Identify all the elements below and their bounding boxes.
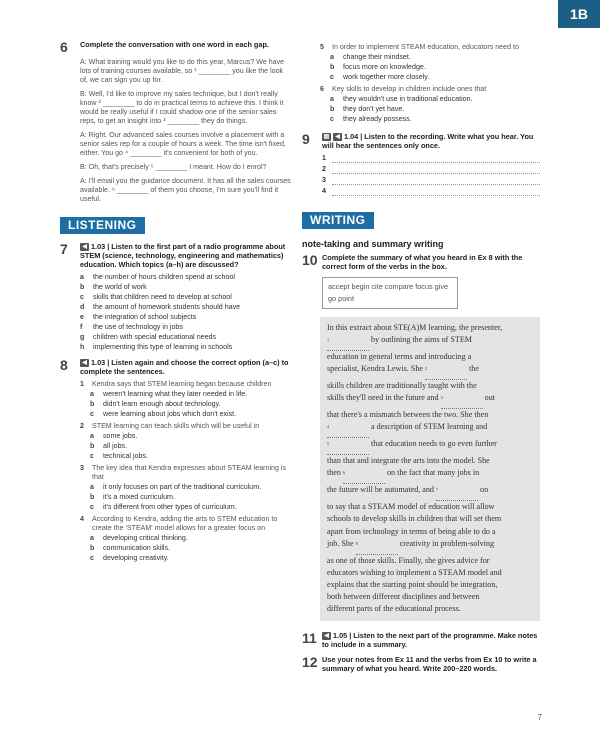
- writing-line[interactable]: [332, 165, 540, 174]
- exercise-instruction: ▤ ◀ 1.04 | Listen to the recording. Write what you hear. You will hear the sentences only once.: [322, 132, 534, 151]
- option-letter: a: [90, 390, 94, 399]
- exercise-instruction: Complete the conversation with one word in each gap.: [80, 40, 269, 49]
- answer-option: [90, 503, 292, 512]
- option-text: some jobs.: [103, 432, 138, 441]
- option-text: developing critical thinking.: [103, 534, 188, 543]
- answer-option: [90, 390, 292, 399]
- question-item: [80, 515, 292, 533]
- summary-line: education in general terms and introducing a: [327, 352, 472, 362]
- gap-number: 5: [327, 441, 330, 447]
- answer-option: [330, 105, 540, 114]
- summary-text: the future will be automated, and: [327, 485, 437, 495]
- dialogue-line: A: What training would you like to do this year, Marcus? We have lots of training courses available, so ¹ ________ you like the look of, we can sign you up for.: [80, 58, 285, 84]
- exercise-instruction: ◀ 1.03 | Listen to the first part of a radio programme about STEM (science, technology, engineering and mathematics) education. Which topics (a–h) are discussed?: [80, 242, 286, 270]
- option-letter: h: [80, 343, 85, 352]
- answer-option: [90, 534, 292, 543]
- summary-line: [327, 484, 533, 501]
- exercise-12: [302, 655, 540, 673]
- gap-blank[interactable]: [343, 467, 385, 484]
- audio-icon[interactable]: ◀: [80, 359, 89, 367]
- gap-blank[interactable]: [327, 334, 369, 351]
- option-item: [80, 333, 292, 342]
- transcript-icon: ▤: [323, 134, 330, 141]
- option-text: the world of work: [93, 283, 147, 292]
- summary-line: [327, 538, 533, 555]
- option-letter: b: [90, 442, 95, 451]
- question-list: [80, 380, 292, 563]
- summary-text: [320, 317, 540, 621]
- option-letter: c: [80, 293, 84, 302]
- answer-option: [90, 400, 292, 409]
- gap-number: 7: [436, 487, 439, 493]
- option-letter: a: [90, 534, 94, 543]
- option-text: they wouldn't use in traditional education.: [343, 95, 473, 103]
- question-text: Kendra says that STEM learning began because children: [92, 380, 272, 389]
- summary-line: [327, 438, 533, 455]
- dialogue-line: B: Well, I'd like to improve my sales technique, but I don't really know ² ________ to do in practical terms to achieve this. I think it would be really useful if I could shadow one of the senior sales reps, to get an insight into ³ ________ they do things.: [80, 90, 284, 125]
- option-letter: c: [90, 503, 94, 512]
- option-letter: b: [90, 493, 95, 502]
- summary-line: explains that the starting point should be integration,: [327, 579, 498, 589]
- exercise-7: [60, 242, 292, 269]
- option-item: [80, 323, 292, 332]
- option-letter: b: [80, 283, 85, 292]
- option-text: it's different from other types of curriculum.: [103, 503, 237, 512]
- summary-line: [327, 363, 533, 380]
- summary-text: specialist, Kendra Lewis. She: [327, 364, 425, 374]
- question-item: [80, 464, 292, 482]
- option-text: children with special educational needs: [93, 333, 217, 342]
- gap-blank[interactable]: [436, 484, 478, 501]
- option-letter: b: [330, 63, 335, 71]
- summary-line: to say that a STEAM model of education will allow: [327, 502, 495, 512]
- audio-icon[interactable]: ◀: [80, 243, 89, 251]
- summary-line: apart from technology in terms of being able to do a: [327, 526, 496, 536]
- answer-line: [322, 187, 540, 196]
- answer-option: [330, 53, 540, 62]
- option-item: [80, 293, 292, 302]
- answer-line: [322, 154, 540, 163]
- option-letter: f: [80, 323, 83, 332]
- answer-option: [90, 432, 292, 441]
- gap-blank[interactable]: [356, 538, 398, 555]
- option-text: they already possess.: [343, 115, 412, 123]
- answer-option: [90, 493, 292, 502]
- option-text: the amount of homework students should have: [93, 303, 241, 312]
- exercise-number: 12: [302, 653, 318, 670]
- exercise-instruction: ◀ 1.05 | Listen to the next part of the programme. Make notes to include in a summary.: [322, 630, 538, 649]
- summary-text: then: [327, 468, 343, 478]
- option-text: all jobs.: [103, 442, 128, 451]
- question-text: In order to implement STEAM education, educators need to: [332, 43, 519, 51]
- answer-option: [90, 452, 292, 461]
- answer-line: [322, 176, 540, 185]
- summary-text: skills they'll need in the future and: [327, 393, 441, 403]
- option-text: it's a mixed curriculum.: [103, 493, 175, 502]
- option-letter: c: [330, 115, 334, 123]
- answer-option: [90, 554, 292, 563]
- question-number: 3: [80, 464, 84, 473]
- answer-option: [330, 95, 540, 104]
- summary-text: by outlining the aims of STEM: [369, 335, 472, 345]
- exercise-8: [60, 358, 292, 376]
- summary-text: job. She: [327, 538, 356, 548]
- option-letter: b: [330, 105, 335, 113]
- summary-line: schools to develop skills in children that will set them: [327, 514, 502, 524]
- summary-text: the: [467, 364, 479, 374]
- gap-number: 2: [425, 366, 428, 372]
- gap-number: 4: [327, 424, 330, 430]
- answer-option: [330, 73, 540, 82]
- line-number: 2: [322, 165, 326, 174]
- summary-line: different parts of the educational process.: [327, 604, 461, 614]
- question-number: 2: [80, 422, 84, 431]
- summary-line: [327, 334, 533, 351]
- question-item: [320, 85, 540, 94]
- right-column: [302, 40, 540, 677]
- question-text: According to Kendra, adding the arts to STEM education to create the 'STEAM' model allows for a greater focus on: [92, 515, 278, 533]
- gap-number: 1: [327, 337, 330, 343]
- gap-number: 8: [355, 540, 358, 546]
- question-number: 6: [320, 85, 324, 93]
- answer-option: [90, 544, 292, 553]
- line-number: 1: [322, 154, 326, 163]
- option-letter: b: [90, 544, 95, 553]
- gap-number: 6: [342, 470, 346, 476]
- question-item: [80, 422, 292, 431]
- option-letter: c: [90, 554, 94, 563]
- gap-blank[interactable]: [441, 392, 483, 409]
- option-text: communication skills.: [103, 544, 171, 553]
- summary-line: [327, 467, 533, 484]
- option-text: weren't learning what they later needed in life.: [103, 390, 248, 399]
- answer-option: [90, 410, 292, 419]
- listening-banner: LISTENING: [60, 217, 145, 234]
- summary-line: skills children are traditionally taught with the: [327, 381, 477, 391]
- word-box: accept begin cite compare focus give go point: [322, 277, 458, 309]
- audio-icon[interactable]: ◀: [333, 133, 342, 141]
- question-text: STEM learning can teach skills which will be useful in: [92, 422, 260, 431]
- exercise-number: 7: [60, 241, 68, 257]
- option-text: developing creativity.: [103, 554, 169, 563]
- answer-option: [90, 442, 292, 451]
- exercise-11: [302, 631, 540, 649]
- option-text: technical jobs.: [103, 452, 148, 461]
- option-item: [80, 273, 292, 282]
- summary-text: creativity in problem-solving: [397, 538, 494, 548]
- option-letter: a: [90, 432, 94, 441]
- gap-blank[interactable]: [425, 363, 467, 380]
- dialogue-line: A: I'll email you the guidance document. It has all the sales courses available. ⁶ ________ of them you choose, I'm sure you'll find it useful.: [80, 177, 291, 203]
- exercise-10: [302, 253, 540, 271]
- option-text: focus more on knowledge.: [343, 63, 426, 71]
- option-letter: c: [90, 410, 94, 419]
- option-text: were learning about jobs which don't exist.: [103, 410, 237, 419]
- summary-text: on the fact that many jobs in: [384, 468, 480, 478]
- option-item: [80, 313, 292, 322]
- line-number: 4: [322, 187, 326, 196]
- option-letter: a: [330, 53, 334, 61]
- unit-tab: 1B: [558, 0, 600, 28]
- answer-lines: [302, 154, 540, 196]
- gap-number: 3: [440, 395, 443, 401]
- option-letter: a: [330, 95, 334, 103]
- question-number: 4: [80, 515, 84, 524]
- option-item: [80, 343, 292, 352]
- option-letter: c: [330, 73, 334, 81]
- option-text: they don't yet have.: [343, 105, 405, 113]
- exercise-9: [302, 132, 540, 150]
- question-list-continued: [320, 43, 540, 124]
- option-letter: c: [90, 452, 94, 461]
- option-letter: a: [80, 273, 84, 282]
- answer-option: [90, 483, 292, 492]
- option-item: [80, 303, 292, 312]
- summary-text: a description of STEM learning and: [369, 422, 488, 432]
- summary-line: than that and integrate the arts into the model. She: [327, 456, 490, 466]
- gap-blank[interactable]: [327, 438, 369, 455]
- option-text: didn't learn enough about technology.: [103, 400, 221, 409]
- option-letter: g: [80, 333, 85, 342]
- summary-line: [327, 421, 533, 438]
- option-text: change their mindset.: [343, 53, 411, 61]
- option-text: the number of hours children spend at school: [93, 273, 235, 282]
- question-number: 5: [320, 43, 324, 51]
- summary-text: out: [482, 393, 495, 403]
- answer-option: [330, 115, 540, 124]
- line-number: 3: [322, 176, 326, 185]
- option-text: skills that children need to develop at school: [93, 293, 232, 302]
- option-text: implementing this type of learning in schools: [93, 343, 233, 352]
- option-letter: d: [80, 303, 85, 312]
- question-text: Key skills to develop in children include ones that: [332, 85, 487, 93]
- option-text: work together more closely.: [343, 73, 430, 81]
- question-item: [320, 43, 540, 52]
- option-letter: b: [90, 400, 95, 409]
- dialogue-line: B: Oh, that's precisely ⁵ ________ I meant. How do I enrol?: [80, 163, 267, 171]
- writing-line[interactable]: [332, 154, 540, 163]
- exercise-instruction: Complete the summary of what you heard in Ex 8 with the correct form of the verbs in the box.: [322, 253, 523, 272]
- exercise-instruction: ◀ 1.03 | Listen again and choose the correct option (a–c) to complete the sentences.: [80, 358, 289, 377]
- summary-line: both between different disciplines and between: [327, 592, 480, 602]
- writing-line[interactable]: [332, 176, 540, 185]
- left-column: [60, 40, 292, 564]
- exercise-number: 10: [302, 252, 318, 269]
- exercise-instruction: Use your notes from Ex 11 and the verbs from Ex 10 to write a summary of what you heard. Write 200–220 words.: [322, 654, 537, 673]
- answer-line: [322, 165, 540, 174]
- option-text: the integration of school subjects: [93, 313, 197, 322]
- dialogue: [80, 58, 292, 204]
- answer-option: [330, 63, 540, 72]
- option-letter: e: [80, 313, 84, 322]
- option-text: it only focuses on part of the traditional curriculum.: [103, 483, 262, 492]
- exercise-6: [60, 40, 292, 54]
- summary-text: that education needs to go even further: [369, 439, 497, 449]
- exercise-number: 9: [302, 131, 310, 147]
- summary-line: educators wishing to implement a STEAM model and: [327, 567, 502, 577]
- question-item: [80, 380, 292, 389]
- option-item: [80, 283, 292, 292]
- summary-line: that there's a mismatch between the two. She then: [327, 410, 489, 420]
- dialogue-line: A: Right. Our advanced sales courses involve a placement with a senior sales rep for a couple of hours a week. The time isn't fixed, either. You go ⁴ ________ it's convenient for both of you.: [80, 131, 286, 157]
- audio-icon[interactable]: ◀: [322, 632, 331, 640]
- writing-banner: WRITING: [302, 212, 374, 229]
- exercise-number: 11: [302, 629, 317, 646]
- option-text: the use of technology in jobs: [93, 323, 183, 332]
- summary-line: as one of those skills. Finally, she gives advice for: [327, 555, 490, 565]
- summary-line: In this extract about STE(A)M learning, the presenter,: [327, 323, 503, 333]
- summary-text: on: [478, 485, 489, 495]
- writing-line[interactable]: [332, 187, 540, 196]
- exercise-number: 6: [60, 39, 68, 55]
- option-letter: a: [90, 483, 94, 492]
- gap-blank[interactable]: [327, 421, 369, 438]
- topic-options: [80, 273, 292, 352]
- question-number: 1: [80, 380, 84, 389]
- question-text: The key idea that Kendra expresses about STEAM learning is that: [92, 464, 287, 482]
- exercise-number: 8: [60, 357, 68, 374]
- page-number: 7: [537, 713, 542, 722]
- section-title: note-taking and summary writing: [302, 239, 444, 250]
- summary-line: [327, 392, 533, 409]
